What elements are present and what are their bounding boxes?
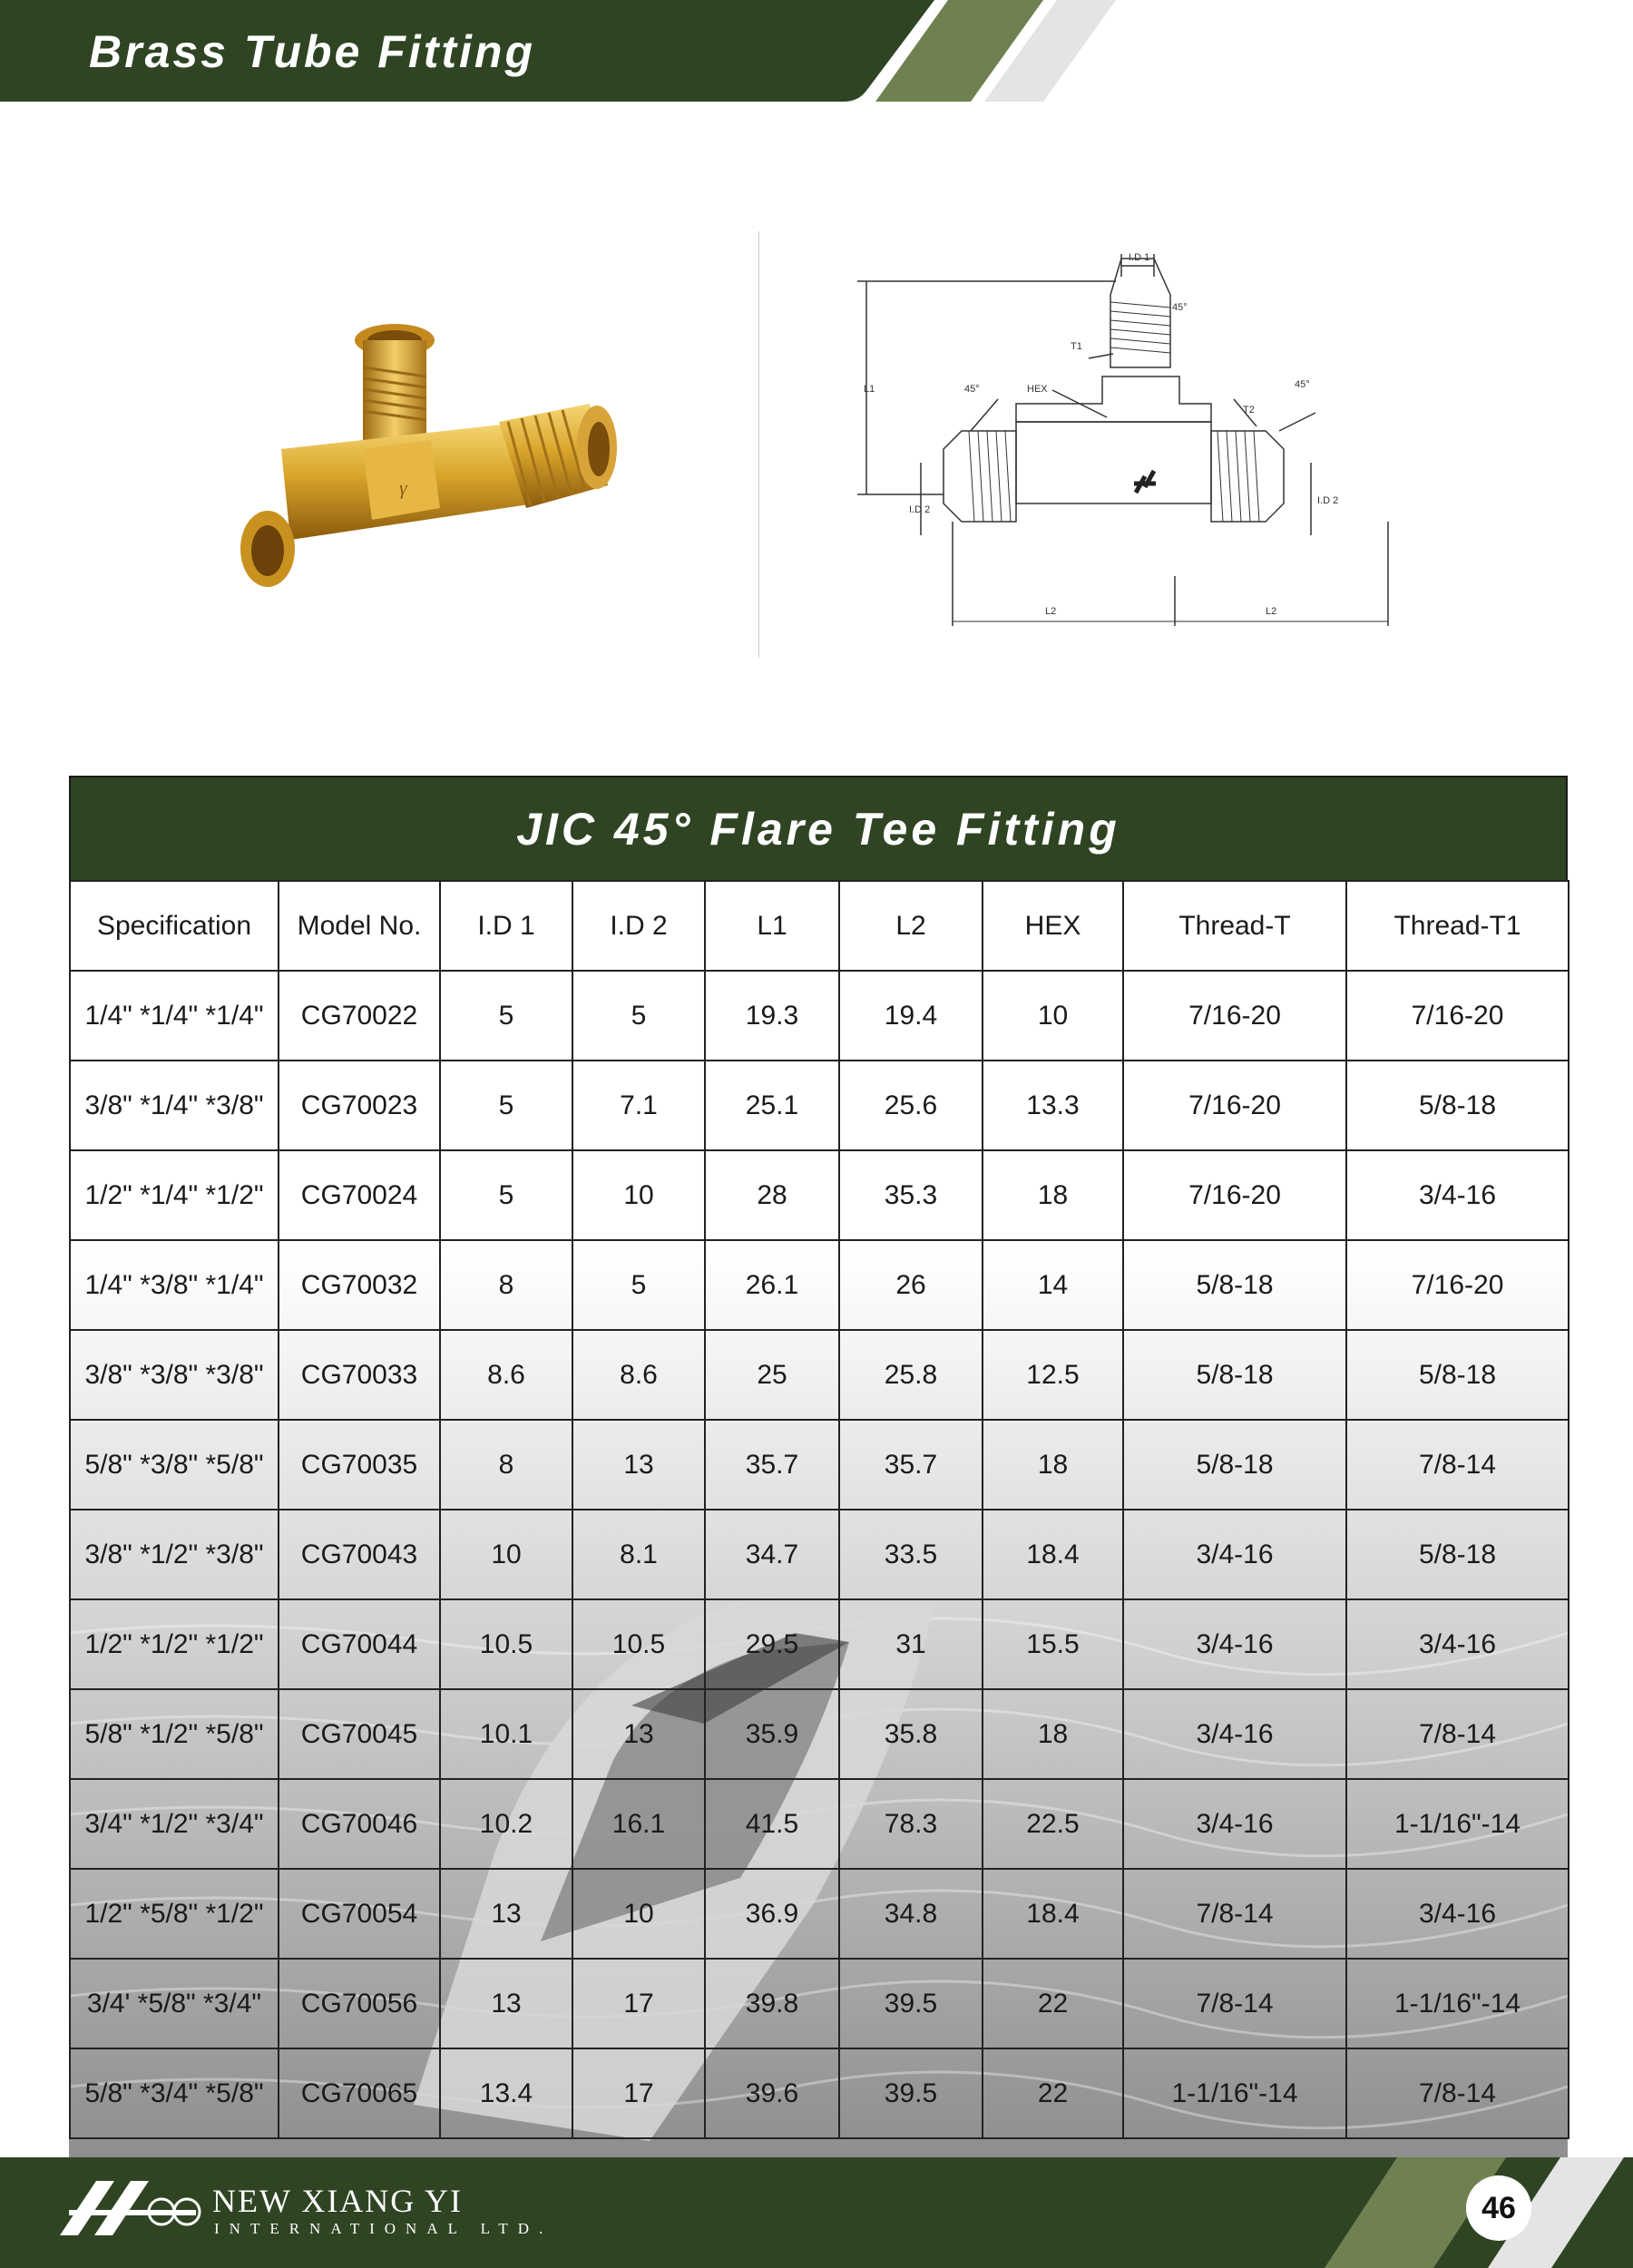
- cell-l1: 25: [705, 1330, 839, 1420]
- table-row: [70, 1150, 1569, 1240]
- table-row: [70, 1869, 1569, 1959]
- cell-hex: 13.3: [983, 1061, 1123, 1150]
- table-row: [70, 1689, 1569, 1779]
- cell-thread-t: 7/8-14: [1123, 1959, 1346, 2048]
- cell-model-no: CG70054: [279, 1869, 440, 1959]
- cell-l1: 35.7: [705, 1420, 839, 1510]
- cell-l1: 25.1: [705, 1061, 839, 1150]
- col-header-specification: Specification: [70, 881, 279, 971]
- table-row: [70, 1599, 1569, 1689]
- technical-drawing: [853, 249, 1415, 631]
- cell-id2: 8.6: [572, 1330, 705, 1420]
- cell-thread-t: 5/8-18: [1123, 1240, 1346, 1330]
- cell-hex: 22.5: [983, 1779, 1123, 1869]
- cell-specification: 5/8" *3/8" *5/8": [70, 1420, 279, 1510]
- cell-specification: 1/4" *3/8" *1/4": [70, 1240, 279, 1330]
- cell-id1: 10.1: [440, 1689, 572, 1779]
- cell-id1: 8: [440, 1240, 572, 1330]
- cell-specification: 3/8" *1/2" *3/8": [70, 1510, 279, 1599]
- table-row: [70, 1330, 1569, 1420]
- cell-l2: 35.7: [839, 1420, 983, 1510]
- cell-model-no: CG70035: [279, 1420, 440, 1510]
- cell-thread-t1: 5/8-18: [1346, 1510, 1569, 1599]
- cell-l2: 35.8: [839, 1689, 983, 1779]
- cell-thread-t: 3/4-16: [1123, 1599, 1346, 1689]
- label-id1: I.D 1: [1129, 252, 1150, 263]
- col-header-l1: L1: [705, 881, 839, 971]
- cell-l1: 28: [705, 1150, 839, 1240]
- company-logo: [60, 2170, 214, 2243]
- cell-l2: 25.6: [839, 1061, 983, 1150]
- table-row: [70, 1510, 1569, 1599]
- cell-specification: 3/4' *5/8" *3/4": [70, 1959, 279, 2048]
- cell-specification: 1/2" *5/8" *1/2": [70, 1869, 279, 1959]
- cell-l1: 39.8: [705, 1959, 839, 2048]
- cell-thread-t: 7/16-20: [1123, 1150, 1346, 1240]
- spec-table-container: [69, 776, 1568, 2139]
- table-row: [70, 1240, 1569, 1330]
- cell-model-no: CG70065: [279, 2048, 440, 2138]
- cell-specification: 1/4" *1/4" *1/4": [70, 971, 279, 1061]
- cell-hex: 18: [983, 1420, 1123, 1510]
- cell-l2: 19.4: [839, 971, 983, 1061]
- cell-id1: 13.4: [440, 2048, 572, 2138]
- cell-hex: 15.5: [983, 1599, 1123, 1689]
- cell-thread-t: 7/16-20: [1123, 971, 1346, 1061]
- cell-hex: 18: [983, 1689, 1123, 1779]
- svg-text:γ: γ: [399, 476, 407, 499]
- cell-id2: 10: [572, 1869, 705, 1959]
- cell-model-no: CG70046: [279, 1779, 440, 1869]
- cell-thread-t1: 7/16-20: [1346, 1240, 1569, 1330]
- label-angle-left: 45°: [964, 384, 980, 395]
- footer-company-name: NEW XIANG YI: [212, 2183, 463, 2219]
- brass-tee-fitting-photo: [227, 313, 626, 603]
- cell-l2: 33.5: [839, 1510, 983, 1599]
- cell-specification: 1/2" *1/2" *1/2": [70, 1599, 279, 1689]
- table-title: JIC 45° Flare Tee Fitting: [69, 776, 1568, 880]
- cell-thread-t: 7/16-20: [1123, 1061, 1346, 1150]
- col-header-thread-t: Thread-T: [1123, 881, 1346, 971]
- drawing-brand-mark: [1134, 471, 1156, 493]
- cell-thread-t1: 7/16-20: [1346, 971, 1569, 1061]
- cell-l2: 26: [839, 1240, 983, 1330]
- label-t2: T2: [1243, 405, 1255, 415]
- cell-l2: 25.8: [839, 1330, 983, 1420]
- table-row: [70, 1420, 1569, 1510]
- cell-id2: 10.5: [572, 1599, 705, 1689]
- cell-l1: 26.1: [705, 1240, 839, 1330]
- cell-specification: 3/8" *1/4" *3/8": [70, 1061, 279, 1150]
- cell-id1: 13: [440, 1959, 572, 2048]
- cell-l2: 35.3: [839, 1150, 983, 1240]
- cell-id1: 5: [440, 971, 572, 1061]
- cell-hex: 10: [983, 971, 1123, 1061]
- cell-id2: 7.1: [572, 1061, 705, 1150]
- label-id2-left: I.D 2: [909, 504, 931, 515]
- cell-model-no: CG70045: [279, 1689, 440, 1779]
- label-l1: L1: [864, 384, 875, 395]
- table-row: [70, 1959, 1569, 2048]
- cell-model-no: CG70044: [279, 1599, 440, 1689]
- page-header-title: Brass Tube Fitting: [89, 26, 536, 77]
- spec-table: [69, 880, 1569, 2139]
- cell-model-no: CG70033: [279, 1330, 440, 1420]
- cell-id1: 10.5: [440, 1599, 572, 1689]
- cell-l2: 31: [839, 1599, 983, 1689]
- cell-l1: 29.5: [705, 1599, 839, 1689]
- cell-model-no: CG70032: [279, 1240, 440, 1330]
- cell-model-no: CG70023: [279, 1061, 440, 1150]
- cell-id2: 13: [572, 1420, 705, 1510]
- cell-id2: 16.1: [572, 1779, 705, 1869]
- cell-thread-t1: 3/4-16: [1346, 1599, 1569, 1689]
- table-row: [70, 2048, 1569, 2138]
- cell-model-no: CG70043: [279, 1510, 440, 1599]
- col-header-id2: I.D 2: [572, 881, 705, 971]
- cell-thread-t: 3/4-16: [1123, 1510, 1346, 1599]
- cell-hex: 14: [983, 1240, 1123, 1330]
- cell-thread-t: 5/8-18: [1123, 1330, 1346, 1420]
- cell-thread-t: 3/4-16: [1123, 1689, 1346, 1779]
- cell-id2: 5: [572, 971, 705, 1061]
- cell-thread-t1: 5/8-18: [1346, 1330, 1569, 1420]
- cell-id2: 8.1: [572, 1510, 705, 1599]
- label-t1: T1: [1071, 341, 1082, 352]
- cell-id1: 8.6: [440, 1330, 572, 1420]
- cell-hex: 18.4: [983, 1869, 1123, 1959]
- cell-id2: 17: [572, 2048, 705, 2138]
- cell-thread-t1: 3/4-16: [1346, 1869, 1569, 1959]
- cell-thread-t1: 7/8-14: [1346, 2048, 1569, 2138]
- cell-l1: 36.9: [705, 1869, 839, 1959]
- label-id2-right: I.D 2: [1317, 495, 1339, 506]
- label-l2-left: L2: [1045, 606, 1057, 617]
- cell-model-no: CG70056: [279, 1959, 440, 2048]
- cell-hex: 18.4: [983, 1510, 1123, 1599]
- cell-thread-t1: 5/8-18: [1346, 1061, 1569, 1150]
- cell-thread-t: 7/8-14: [1123, 1869, 1346, 1959]
- cell-l1: 34.7: [705, 1510, 839, 1599]
- cell-thread-t: 1-1/16"-14: [1123, 2048, 1346, 2138]
- page-number: 46: [1466, 2175, 1531, 2241]
- vertical-divider: [758, 231, 759, 658]
- cell-thread-t1: 1-1/16"-14: [1346, 1959, 1569, 2048]
- col-header-thread-t1: Thread-T1: [1346, 881, 1569, 971]
- col-header-hex: HEX: [983, 881, 1123, 971]
- table-row: [70, 971, 1569, 1061]
- cell-specification: 3/8" *3/8" *3/8": [70, 1330, 279, 1420]
- cell-l1: 19.3: [705, 971, 839, 1061]
- table-row: [70, 1061, 1569, 1150]
- table-header-row: [70, 881, 1569, 971]
- cell-id1: 10.2: [440, 1779, 572, 1869]
- cell-thread-t1: 1-1/16"-14: [1346, 1779, 1569, 1869]
- cell-id1: 8: [440, 1420, 572, 1510]
- cell-model-no: CG70024: [279, 1150, 440, 1240]
- cell-specification: 3/4" *1/2" *3/4": [70, 1779, 279, 1869]
- cell-thread-t: 5/8-18: [1123, 1420, 1346, 1510]
- cell-hex: 22: [983, 1959, 1123, 2048]
- cell-id1: 13: [440, 1869, 572, 1959]
- cell-id1: 10: [440, 1510, 572, 1599]
- col-header-l2: L2: [839, 881, 983, 971]
- cell-id2: 10: [572, 1150, 705, 1240]
- cell-l2: 39.5: [839, 1959, 983, 2048]
- label-hex: HEX: [1027, 384, 1048, 395]
- cell-id2: 17: [572, 1959, 705, 2048]
- cell-l1: 39.6: [705, 2048, 839, 2138]
- label-l2-right: L2: [1266, 606, 1277, 617]
- label-angle-right: 45°: [1295, 379, 1310, 390]
- cell-l2: 78.3: [839, 1779, 983, 1869]
- col-header-model-no: Model No.: [279, 881, 440, 971]
- footer-company-subtitle: INTERNATIONAL LTD.: [214, 2220, 553, 2237]
- cell-l2: 34.8: [839, 1869, 983, 1959]
- cell-l1: 41.5: [705, 1779, 839, 1869]
- cell-thread-t1: 7/8-14: [1346, 1420, 1569, 1510]
- cell-l1: 35.9: [705, 1689, 839, 1779]
- table-row: [70, 1779, 1569, 1869]
- cell-hex: 22: [983, 2048, 1123, 2138]
- cell-thread-t: 3/4-16: [1123, 1779, 1346, 1869]
- cell-specification: 1/2" *1/4" *1/2": [70, 1150, 279, 1240]
- cell-specification: 5/8" *1/2" *5/8": [70, 1689, 279, 1779]
- cell-specification: 5/8" *3/4" *5/8": [70, 2048, 279, 2138]
- col-header-id1: I.D 1: [440, 881, 572, 971]
- cell-id2: 13: [572, 1689, 705, 1779]
- cell-thread-t1: 3/4-16: [1346, 1150, 1569, 1240]
- cell-id1: 5: [440, 1150, 572, 1240]
- cell-hex: 18: [983, 1150, 1123, 1240]
- cell-l2: 39.5: [839, 2048, 983, 2138]
- cell-id1: 5: [440, 1061, 572, 1150]
- label-angle-top: 45°: [1172, 302, 1188, 313]
- cell-hex: 12.5: [983, 1330, 1123, 1420]
- cell-model-no: CG70022: [279, 971, 440, 1061]
- cell-thread-t1: 7/8-14: [1346, 1689, 1569, 1779]
- cell-id2: 5: [572, 1240, 705, 1330]
